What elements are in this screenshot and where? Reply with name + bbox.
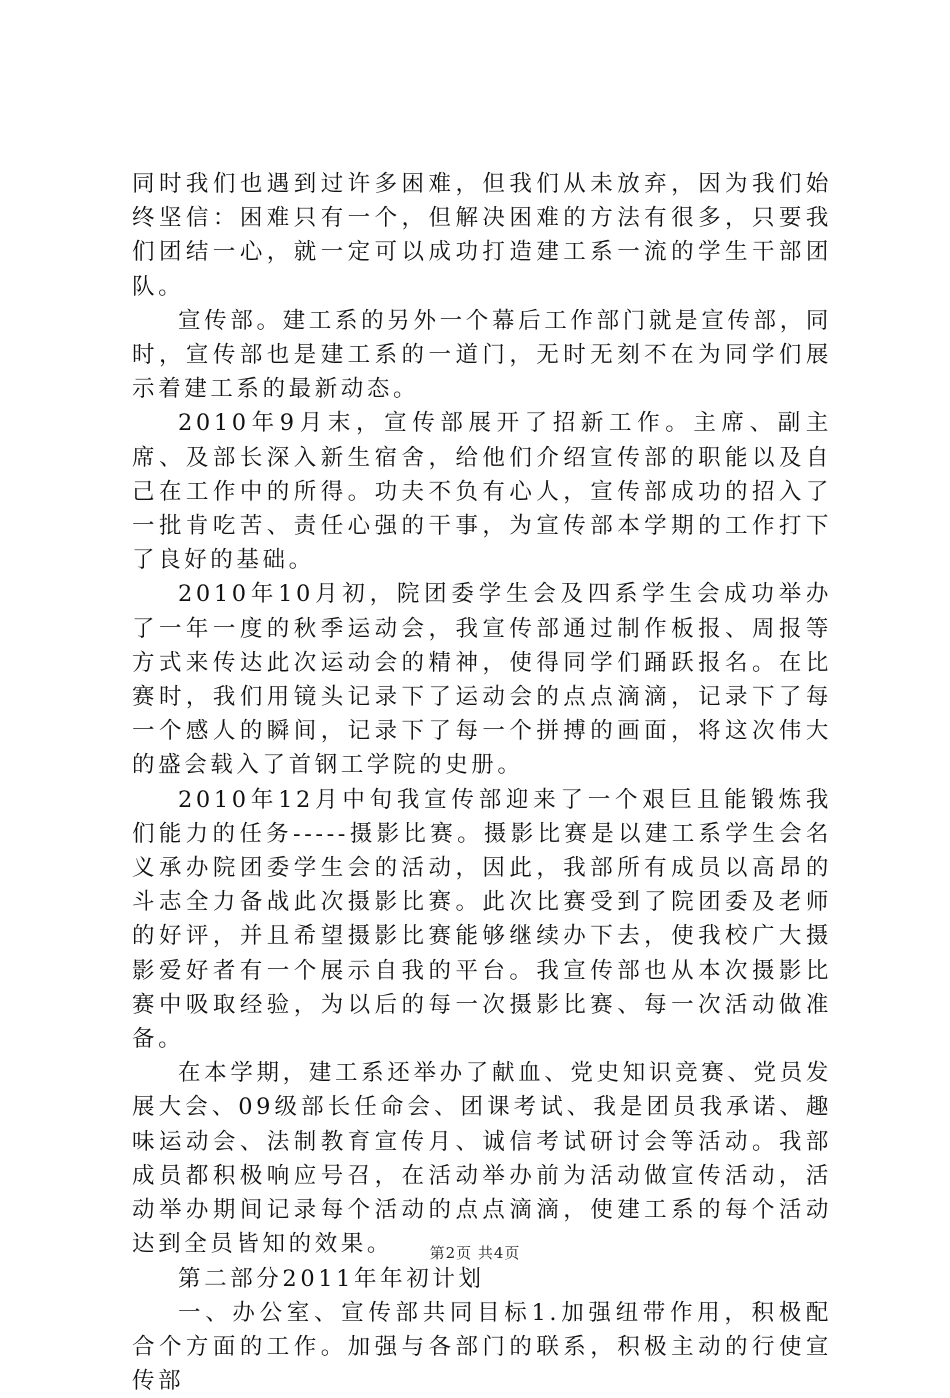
paragraph-5: 2010年12月中旬我宣传部迎来了一个艰巨且能锻炼我们能力的任务-----摄影比赛。摄影比赛是以建工系学生会名义承办院团委学生会的活动，因此，我部所有成员以高昂的斗志全力备战此次摄影比赛。此次比赛受到了院团委及老师的好评，并且希望摄影比赛能够继续办下去，使我校广大摄影爱好者有一个展示自我的平台。我宣传部也从本次摄影比赛中吸取经验，为以后的每一次摄影比赛、每一次活动做准备。 [132,786,832,1053]
paragraph-7: 一、办公室、宣传部共同目标1.加强纽带作用，积极配合个方面的工作。加强与各部门的联系，积极主动的行使宣传部 [132,1299,832,1395]
paragraph-6: 在本学期，建工系还举办了献血、党史知识竞赛、党员发展大会、09级部长任命会、团课考试、我是团员我承诺、趣味运动会、法制教育宣传月、诚信考试研讨会等活动。我部成员都积极响应号召，在活动举办前为活动做宣传活动，活动举办期间记录每个活动的点点滴滴，使建工系的每个活动达到全员皆知的效果。 [132,1060,832,1258]
paragraph-4: 2010年10月初，院团委学生会及四系学生会成功举办了一年一度的秋季运动会，我宣传部通过制作板报、周报等方式来传达此次运动会的精神，使得同学们踊跃报名。在比赛时，我们用镜头记录下了运动会的点点滴滴，记录下了每一个感人的瞬间，记录下了每一个拼搏的画面，将这次伟大的盛会载入了首钢工学院的史册。 [132,581,832,779]
paragraph-2: 宣传部。建工系的另外一个幕后工作部门就是宣传部，同时，宣传部也是建工系的一道门，无时无刻不在为同学们展示着建工系的最新动态。 [132,307,832,403]
document-body [132,167,832,1398]
paragraph-1: 同时我们也遇到过许多困难，但我们从未放弃，因为我们始终坚信：困难只有一个，但解决困难的方法有很多，只要我们团结一心，就一定可以成功打造建工系一流的学生干部团队。 [132,171,832,300]
page-number-footer: 第2页 共4页 [429,1244,521,1262]
section-heading: 第二部分2011年年初计划 [178,1265,485,1292]
paragraph-3: 2010年9月末，宣传部展开了招新工作。主席、副主席、及部长深入新生宿舍，给他们介绍宣传部的职能以及自己在工作中的所得。功夫不负有心人，宣传部成功的招入了一批肯吃苦、责任心强的干事，为宣传部本学期的工作打下了良好的基础。 [132,410,832,574]
